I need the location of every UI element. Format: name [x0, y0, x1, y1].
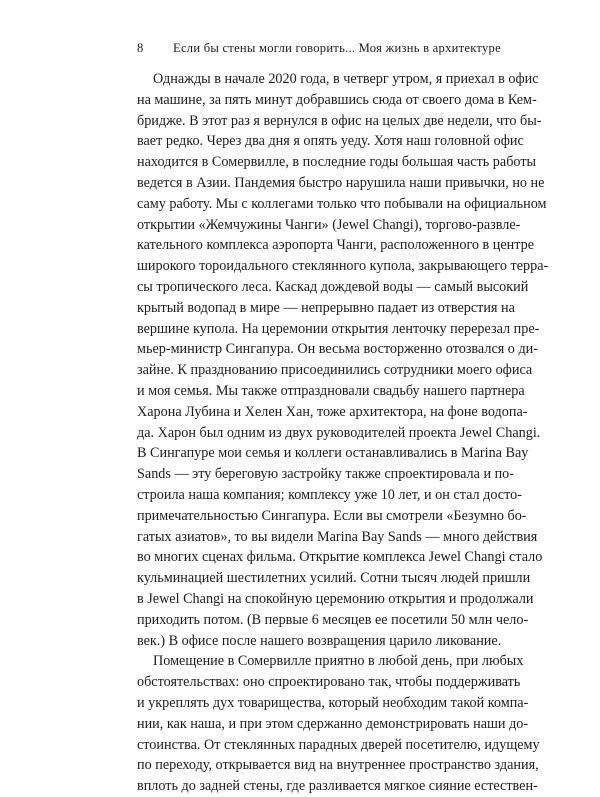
text-line: на машине, за пять минут добравшись сюда от своего дома в Кем- — [137, 91, 537, 108]
text-line: крытый водопад в мире — непрерывно падает из отверстия на — [137, 299, 515, 316]
text-line: вает редко. Через два дня я опять уеду. Хотя наш головной офис — [137, 133, 524, 150]
text-line: и моя семья. Мы также отпраздновали свадьбу нашего партнера — [137, 382, 525, 399]
text-line: кульминацией шестилетних усилий. Сотни тысяч людей пришли — [137, 570, 531, 587]
text-line: открытии «Жемчужины Чанги» (Jewel Changi), торгово-развле- — [137, 216, 521, 233]
text-line: во многих сценах фильма. Открытие комплекса Jewel Changi стало — [137, 549, 543, 566]
text-line: вплоть до задней стены, где разливается мягкое сияние естествен- — [137, 778, 538, 795]
text-line: Помещение в Сомервилле приятно в любой день, при любых — [153, 653, 524, 670]
text-line: по переходу, открывается вид на внутреннее пространство здания, — [137, 757, 539, 774]
text-line: широкого тороидального стеклянного купола, закрывающего терра- — [137, 258, 549, 275]
text-line: нии, как наша, и при этом сдержанно демонстрировать наши до- — [137, 715, 529, 732]
text-line: стоинства. От стеклянных парадных дверей посетителю, идущему — [137, 736, 540, 753]
text-line: кательного комплекса аэропорта Чанги, расположенного в центре — [137, 237, 535, 254]
page-number: 8 — [137, 41, 144, 55]
text-line: Однажды в начале 2020 года, в четверг утром, я приехал в офис — [153, 71, 539, 87]
text-line: и укреплять дух товарищества, который необходим такой компа- — [137, 694, 529, 711]
text-line: мьер-министр Сингапура. Он весьма восторженно отозвался о ди- — [137, 341, 538, 358]
paragraph — [137, 651, 540, 797]
text-line: саму работу. Мы с коллегами только что побывали на официальном — [137, 195, 547, 212]
running-head — [137, 41, 501, 59]
text-line: век.) В офисе после нашего возвращения царило ликование. — [137, 632, 502, 649]
text-line: Sands — эту береговую застройку также спроектировала и по- — [137, 466, 514, 483]
text-line: приходить потом. (В первые 6 месяцев ее посетили 50 млн чело- — [137, 611, 529, 628]
running-title: Если бы стены могли говорить... Моя жизнь в архитектуре — [173, 41, 501, 55]
text-line: примечательностью Сингапура. Если вы смотрели «Безумно бо- — [137, 507, 527, 524]
text-line: ведется в Азии. Пандемия быстро нарушила наши привычки, но не — [137, 174, 545, 191]
text-line: бридже. В этот раз я вернулся в офис на целых две недели, что бы- — [137, 112, 542, 129]
body-text — [137, 69, 549, 797]
text-line: вершине купола. На церемонии открытия ленточку перерезал пре- — [137, 320, 540, 337]
text-line: Харона Лубина и Хелен Хан, тоже архитектора, на фоне водопа- — [137, 403, 528, 420]
text-line: обстоятельствах: оно спроектировано так, чтобы поддерживать — [137, 674, 521, 691]
text-line: зайне. К празднованию присоединились сотрудники моего офиса — [137, 362, 533, 379]
paragraph — [137, 69, 549, 651]
text-line: находится в Сомервилле, в последние годы большая часть работы — [137, 154, 537, 171]
text-line: гатых азиатов», то вы видели Marina Bay Sands — много действия — [137, 528, 538, 545]
text-line: В Сингапуре мои семья и коллеги останавливались в Marina Bay — [137, 445, 529, 462]
text-line: в Jewel Changi на спокойную церемонию открытия и продолжали — [137, 590, 534, 607]
text-line: да. Харон был одним из двух руководителей проекта Jewel Changi. — [137, 424, 541, 441]
text-line: сы тропического леса. Каскад дождевой воды — самый высокий — [137, 278, 529, 295]
text-line: строила наша компания; комплексу уже 10 лет, и он стал досто- — [137, 486, 522, 503]
